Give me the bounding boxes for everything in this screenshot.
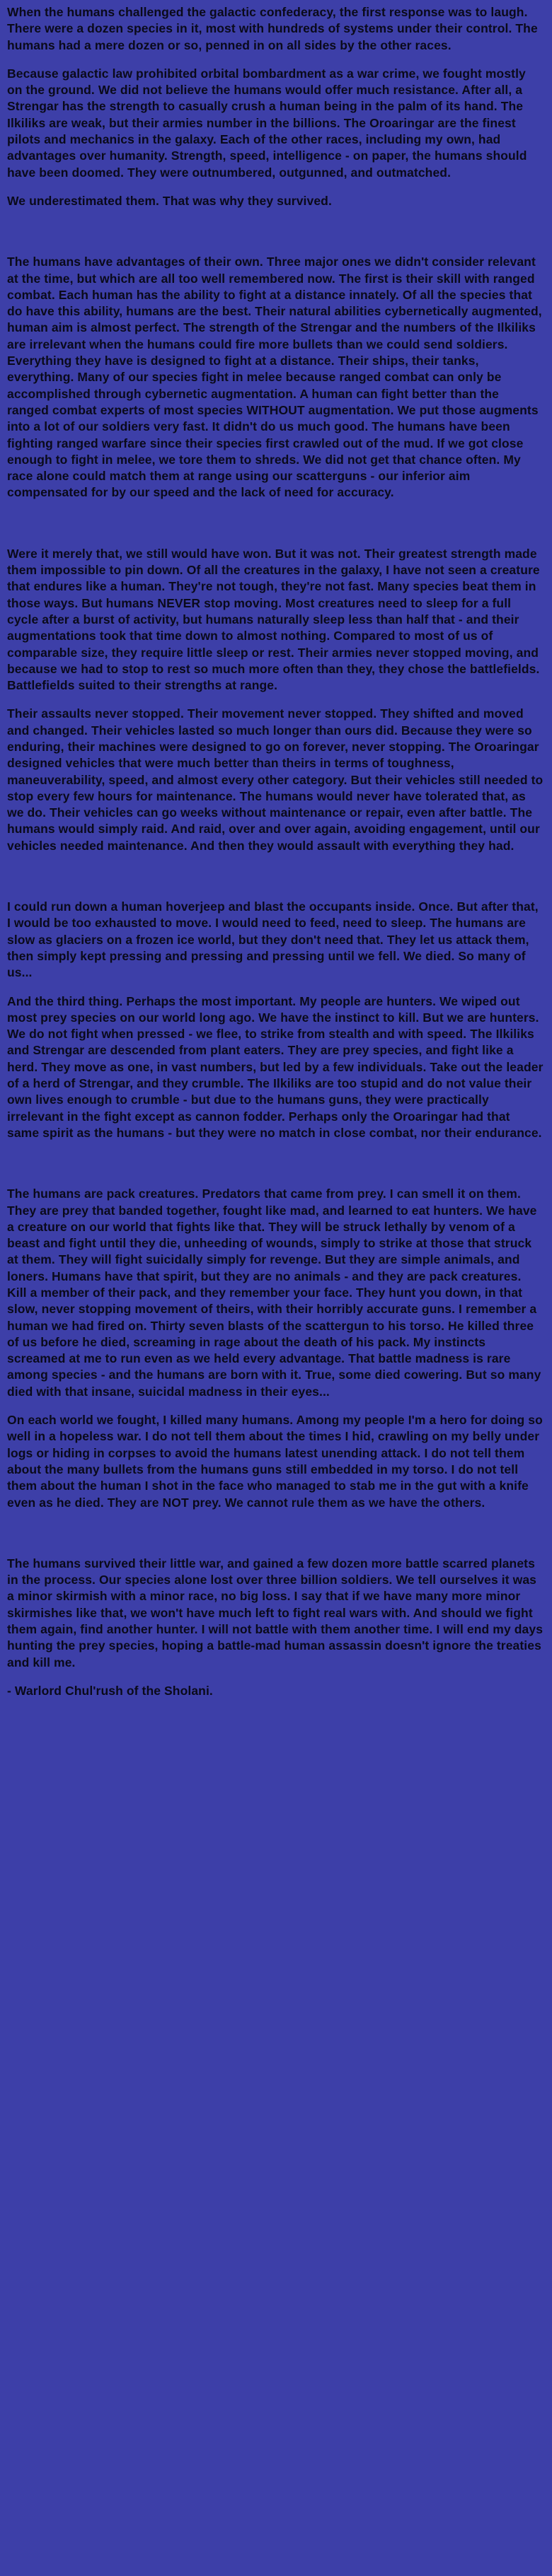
paragraph: We underestimated them. That was why they survived. xyxy=(7,193,332,208)
paragraph: The humans are pack creatures. Predators that came from prey. I can smell it on them. They are prey that banded together, fought like mad, and learned to eat hunters. We have a creature on our world that fights like that. They will be struck lethally by venom of a beast and fight until they die, unheeding of wounds, simply to strike at those that struck at them. They will fight suicidally simply for revenge. But they are simple animals, and loners. Humans have that spirit, but they are no animals - and they are pack creatures. Kill a member of their pack, and they remember your face. They hunt you down, in that slow, never stopping movement of theirs, with their horribly accurate guns. I remember a human we had fired on. Thirty seven blasts of the scattergun to his torso. He killed three of us before he died, screaming in rage about the death of his pack. My instincts screamed at me to run even as we held every advantage. That battle madness is rare among species - and the humans are born with it. True, some died cowering. But so many died with that insane, suicidal madness in their eyes... xyxy=(7,1187,541,1399)
paragraph: The humans have advantages of their own. Three major ones we didn't consider relevant at the time, but which are all too well remembered now. The first is their skill with ranged combat. Each human has the ability to fight at a distance innately. Of all the species that do have this ability, humans are the best. Their natural abilities cybernetically augmented, human aim is almost perfect. The strength of the Strengar and the numbers of the Ilkiliks are irrelevant when the humans could fire more bullets than we could send soldiers. Everything they have is designed to fight at a distance. Their ships, their tanks, everything. Many of our species fight in melee because ranged combat can only be accomplished through cybernetic augmentation. A human can fight better than the ranged combat experts of most species WITHOUT augmentation. We put those augments into a lot of our soldiers very fast. It didn't do us much good. The humans have been fighting ranged warfare since their species first crawled out of the mud. If we got close enough to fight in melee, we tore them to shreds. We did not get that chance often. My race alone could match them at range using our scatterguns - our inferior aim compensated for by our speed and the lack of need for accuracy. xyxy=(7,255,542,500)
paragraph: When the humans challenged the galactic confederacy, the first response was to laugh. There were a dozen species in it, most with hundreds of systems under their control. The humans had a mere dozen or so, penned in on all sides by the other races. xyxy=(7,5,538,52)
section-spacer xyxy=(7,1523,544,1556)
paragraph: Because galactic law prohibited orbital bombardment as a war crime, we fought mostly on the ground. We did not believe the humans would offer much resistance. After all, a Strengar has the strength to casually crush a human being in the palm of its hand. The Ilkiliks are weak, but their armies number in the billions. The Oroaringar are the finest pilots and mechanics in the galaxy. Each of the other races, including my own, had advantages over humanity. Strength, speed, intelligence - on paper, the humans should have been doomed. They were outnumbered, outgunned, and outmatched. xyxy=(7,66,527,180)
story-section-6 xyxy=(7,1556,544,1699)
story-section-1 xyxy=(7,4,544,209)
section-spacer xyxy=(7,866,544,899)
paragraph: I could run down a human hoverjeep and blast the occupants inside. Once. But after that, I would be too exhausted to move. I would need to feed, need to sleep. The humans are slow as glaciers on a frozen ice world, but they don't need that. They let us attack them, then simply kept pressing and pressing and pressing until we fell. We died. So many of us... xyxy=(7,899,539,980)
paragraph: The humans survived their little war, and gained a few dozen more battle scarred planets in the process. Our species alone lost over three billion soldiers. We tell ourselves it was a minor skirmish with a minor race, no big loss. I say that if we have many more minor skirmishes like that, we won't have much left to fight real wars with. And should we fight them again, find another hunter. I will not battle with them another time. I will end my days hunting the prey species, hoping a battle-mad human assassin doesn't ignore the treaties and kill me. xyxy=(7,1556,544,1669)
story-section-4 xyxy=(7,899,544,1141)
paragraph: Their assaults never stopped. Their movement never stopped. They shifted and moved and changed. Their vehicles lasted so much longer than ours did. Because they were so enduring, their machines were designed to go on forever, never stopping. The Oroaringar designed vehicles that were much better than theirs in terms of toughness, maneuverability, speed, and almost every other category. But their vehicles still needed to stop every few hours for maintenance. The humans would never have tolerated that, as we do. Their vehicles can go weeks without maintenance or repair, even after battle. The humans would simply raid. And raid, over and over again, avoiding engagement, until our vehicles needed maintenance. And then they would assault with everything they had. xyxy=(7,706,544,853)
paragraph: On each world we fought, I killed many humans. Among my people I'm a hero for doing so well in a hopeless war. I do not tell them about the times I hid, crawling on my belly under logs or hiding in corpses to avoid the humans latest unending attack. I do not tell them about the many bullets from the humans guns still embedded in my torso. I do not tell them about the human I shot in the face who managed to stab me in the gut with a knife even as he died. They are NOT prey. We cannot rule them as we have the others. xyxy=(7,1413,543,1510)
paragraph: Were it merely that, we still would have won. But it was not. Their greatest strength made them impossible to pin down. Of all the creatures in the galaxy, I have not seen a creature that endures like a human. They're not tough, they're not fast. Many species beat them in those ways. But humans NEVER stop moving. Most creatures need to sleep for a full cycle after a burst of activity, but humans naturally sleep less than half that - and their augmentations took that time down to almost nothing. Compared to most of us of comparable size, they require little sleep or rest. Their armies never stopped moving, and because we had to stop to rest so much more often than they, they chose the battlefields. Battlefields suited to their strengths at range. xyxy=(7,546,540,693)
signature-line: - Warlord Chul'rush of the Sholani. xyxy=(7,1683,213,1698)
section-spacer xyxy=(7,221,544,254)
story-section-5 xyxy=(7,1186,544,1511)
paragraph: And the third thing. Perhaps the most important. My people are hunters. We wiped out most prey species on our world long ago. We have the instinct to kill. But we are hunters. We do not fight when pressed - we flee, to strike from stealth and with speed. The Ilkiliks and Strengar are descended from plant eaters. They are prey species, and fight like a herd. They move as one, in vast numbers, but led by a few individuals. Take out the leader of a herd of Strengar, and they crumble. The Ilkiliks are too stupid and do not value their own lives enough to crumble - but due to the humans guns, they were practically irrelevant in the fight except as cannon fodder. Perhaps only the Oroaringar had that same spirit as the humans - but they were no match in close combat, nor their endurance. xyxy=(7,993,544,1140)
section-spacer xyxy=(7,1153,544,1186)
story-section-3 xyxy=(7,546,544,854)
story-section-2 xyxy=(7,254,544,501)
section-spacer xyxy=(7,513,544,546)
